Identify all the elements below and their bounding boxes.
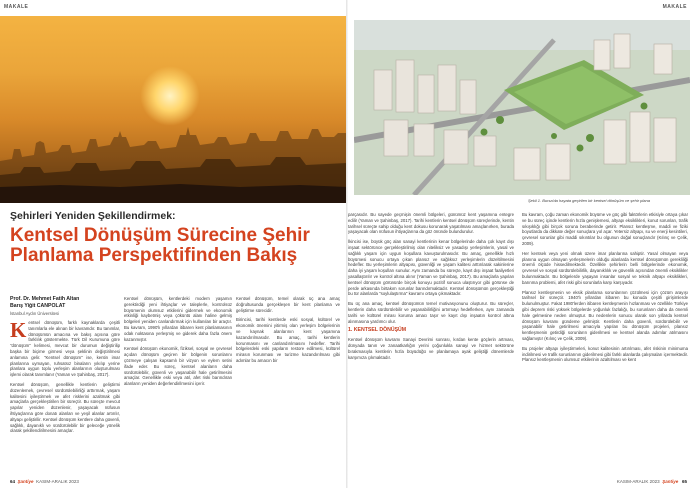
text-column — [348, 212, 514, 477]
section-heading: 1. KENTSEL DÖNÜŞÜM — [348, 327, 407, 334]
author-block — [10, 296, 110, 317]
paragraph: Kentsel dönüşüm, genellikle kentlerin geliştirmi düzenlemek, çevresel sürdürülebilirliği arttırmak, yaşam kalitesini iyileştirmek ve afet risklerini azaltmak gibi amaçlarla gerçekleştirilen bir süreçtir. Bu süreçte mevcut yapılar yeniden düzenlenir, yaşayacak nüfusun ihtiyaçlarına göre donatı alanları ve yeşil alanlar artırılır, altyapı geliştirilir. Kentsel dönüşüm kentlere daha güvenli, sağlıklı, dayanıklı ve sürdürülebilir bir geleceğe yönelik olarak şekillendirilmesini amaçlar. — [10, 381, 120, 434]
section-tag: MAKALE — [4, 4, 29, 10]
paragraph: Kentsel dönüşüm ekonomik, fiziksel, sosyal ve çevresel açıdan dönüşüm geçiren bir bölgenin sorunlarını çözmeye çalışan kapsamlı bir vizyon ve eylem setini ifade eder. Bu süreç, kentsel alanların daha sürdürülebilir, güvenli ve yaşanabilir hale getirilmesini amaçlar. Genellikle eski veya atıl, afet riski barındıran alanların yeniden değerlendirilmesini içerir. — [124, 346, 232, 387]
page-footer — [617, 479, 687, 484]
issue-date: KASIM-ARALIK 2023 — [36, 479, 79, 484]
paragraph: Birincisi, tarihi kentlerde eski sosyal, kültürel ve ekonomik önemini yitirmiş olan yerleşim bölgelerinin ve kaynak alanlarının kent yaşamına kazandırılmasıdır. Bu amaç, tarihi kentlerin korunmasını ve canlandırılmasını hedefler. Tarihi bölgelerdeki eski yapıların restore edilmesi, kültürel mirasın korunması ve turizme kazandırılması gibi adımlar bu amacın bir — [236, 317, 340, 363]
paragraph: Plansız kentleşmenin ve eksik planlama sorunlarının çözülmesi için çözüm arayışı tarihsel bir süreçtir. 1940'lı yıllardan itibaren bu konuda çeşitli girişimlerde bulunulmuştur. Fakat 1980'lerden itibaren kentleşmenin hızlanması ve özellikle Türkiye gibi deprem riski yüksek bölgelerde yoğunluk fazlalığı, bu sorunların daha da önemli hale gelmesine neden olmuştur. Bu nedenlerin sonucu olarak son yıllarda kentsel dönüşüm kavramı gündeme gelmiştir. Kentlerin daha güvenli, sürdürülebilir ve yaşanabilir hale getirilmesi amacıyla yapılan bu dönüşüm projeleri, plansız kentleşmenin getirdiği sorunların giderilmesi ve kentsel alanda adımlar atılmasını sağlamıştır (Kılınç ve Çelik, 2009). — [522, 289, 688, 341]
section-tag: MAKALE — [662, 4, 687, 10]
paragraph: Bu kavram, çoğu zaman ekonomik büyüme ve göç gibi faktörlerin etkisiyle ortaya çıkar ve bu süreç içinde kentlerin hızla genişlemesi, altyapı eksiklikleri, konut sorunları, trafik sıkışıklığı gibi birçok soruna beraberinde getirir. Plansız kentleşme, maddi ve fiziki boyutlarda da dikkate değer sonuçlara yol açar. Yetersiz altyapı, su ve enerji kesintileri, çevresel sorunlar gibi maddi sıkıntılar bu olgunun doğal sonuçlarıdır (Kılınç ve Çelik, 2009). — [522, 212, 688, 246]
author-name: Prof. Dr. Mehmet Fatih Altan — [10, 296, 80, 302]
author-affiliation: İstanbul Aydın Üniversitesi — [10, 311, 60, 316]
hero-image-istanbul-sunset — [0, 16, 347, 203]
paragraph: İkincisi ise, büyük göç alan sanayi kentlerinin kenar bölgelerinde daha çok kayıt dışı inşaat sektörünce gerçekleştirilmiş olan niteliksiz ve yasadışı yerleşimlerin, yasal ve sağlıklı yaşam için uygun koşullara kavuşturulmasıdır. Bu amaç, genellikle hızlı büyümesi sonucu ortaya çıkan plansız ve sağlıksız yerleşimlerin düzeltilmesini hedefler. Bu yerleşimlerin altyapısı, güvenliği ve yaşam kalitesi arttırılarak sakinlerine daha iyi yaşam koşulları sunulur. Aynı zamanda bu süreçte, kayıt dışı inşaat faaliyetleri yasallaştırılır ve kontrol altına alınır (Yaman ve Şahinbaş, 2017). Bu amaçlarla yapılan kentsel dönüşüm görünürde birçok konuyu pozitif sonuca ulaştırıyor gibi görünse de perde arkasında birtakım sorunlar barındırmaktadır. Kentsel dönüşümün gerçekleştiği bu tür alanlarda "soylulaştırma" kavramı ortaya çıkmaktadır. — [348, 239, 514, 297]
article-title: Kentsel Dönüşüm Sürecine Şehir Planlama Perspektifinden Bakış — [10, 225, 310, 266]
page-number: 65 — [681, 479, 687, 484]
page-number: 64 — [10, 479, 16, 484]
paragraph: Bu projeler altyapı iyileştirmeleri, konut kalitesinin artırılması, afet riskinin minimuma indirilmesi ve trafik sorunlarının giderilmesi gibi farklı alanlarda çalışmaları içermektedir. Plansız kentleşmenin olumsuz etkilerinin azaltılması ve kent — [522, 345, 688, 363]
paragraph: Kentsel dönüşüm, temel olarak üç ana amaç doğrultusunda gerçekleşen bir kent planlama ve geliştirme sürecidir. — [236, 296, 340, 313]
figure-caption: Şekil 1. Bursa'da hayata geçirilen bir kentsel dönüşüm ve şehir plana — [528, 198, 650, 203]
text-column — [522, 212, 688, 477]
magazine-brand: Şantiye — [17, 479, 34, 484]
paragraph: Kentsel dönüşüm, kentlerdeki modern yaşamın gerektirdiği yeni ihtiyaçlar ve taleplerle, kontrolsüz büyümenin olumsuz etkilerini gidermek ve ekonomik etkinliği kaybetmiş veya çöküntü alanı haline gelmiş bölgeleri yeniden canlandırmak için kullanılan bir araçtır. Bu kavram, 1990'lı yıllardan itibaren kent planlamasının odak noktasına yerleşmiş ve giderek daha fazla önem kazanmıştır. — [124, 296, 232, 342]
paragraph: Bu üç ana amaç, kentsel dönüşümün temel motivasyonunu oluşturur. Bu süreçler, kentlerin daha sürdürülebilir ve yaşanabilirliğini artırmayı hedeflerken, aynı zamanda tarihi ve kültürel mirası koruma amacı taşır ve kayıt dışı inşaatın kontrol altına alınmasına yardımcı olur. — [348, 301, 514, 324]
aerial-rendering-urban-project — [354, 20, 690, 195]
paragraph: Her kentsek veya yeni olmak üzere imar planlarına sahiptir. Yasal olmayan veya planına uygun olmayan yerleşmelerin olduğu alanlarda kentsel dönüşümün gerekliliği önemli ölçüde hissedilmektedir. Özellikle şehirlerin belli bölgelerinde ekonomik, çevresel ve sosyal sürdürülebilirlik, dayanıklılık ve güvenlik açısından önemli eksiklikler bulunmaktadır. Bu bölgelerde yaşayan insanlar sosyal ve teknik altyapı eksiklikleri, barınma problemi, afet riski gibi sorunlarla karşı karşıyadır. — [522, 250, 688, 285]
paragraph: parçasıdır. Bu sayede geçmişin önemli bölgeleri, günümüz kent yaşamına entegre edilir (Yaman ve Şahinbaş, 2017). Tarihi kentlerin kentsel dönüşüm süreçlerinde, kentin tarihsel süreçte sahip olduğu kent dokusu korunarak yaşatılması amaçlanırken, burada yaşayacak olan nüfusun ihtiyaçlarına da göz önünde bulundurulur. — [348, 212, 514, 235]
text-column — [124, 296, 340, 472]
page-footer — [10, 479, 79, 484]
author-name: Barış Yiğit CANPOLAT — [10, 303, 66, 309]
city-skyline-silhouette — [0, 83, 347, 203]
left-page — [0, 0, 347, 488]
drop-cap: K — [10, 318, 27, 342]
right-page — [348, 0, 695, 488]
issue-date: KASIM-ARALIK 2023 — [616, 479, 660, 484]
paragraph: entsel dönüşüm, farklı kaynaklarda çeşitli tanımlarla ele alınan bir kavramdır. Bu tanımlar, dönüşümün amacına ve bakış açısına göre farklılık göstermekte. Türk Dil Kurumuna göre "dönüşüm" kelimesi, mevcut bir durumun değiştirilip başka bir biçime girmesi veya şeklinin değiştirilmesi anlamına gelir. "Kentsel dönüşüm" ise, kentin imar planlarına uymayan, ruhsatsız binaların yıkılıp yerine planlara uygun toplu yerleşim alanlarının oluşturulması işlemi olarak tanımlanır (Yaman ve Şahinbaş, 2017). — [10, 320, 120, 378]
magazine-brand: Şantiye — [662, 479, 679, 484]
article-kicker: Şehirleri Yeniden Şekillendirmek: — [10, 210, 176, 222]
text-column — [10, 320, 120, 470]
paragraph: Kentsel dönüşüm kavramı Sanayi Devrimi sonrası, kırdan kente göçlerin artması, dünyada tanın ve zanaatkarlığın yerini çoğunlukla sanayi ve hizmet sektörüne bırakmasıyla kentlerin hızla büyüdüğü ve planlamaya ayak geliştiği dönemlerde karşımıza çıkmaktadır. — [348, 337, 514, 360]
aerial-illustration — [354, 20, 690, 195]
